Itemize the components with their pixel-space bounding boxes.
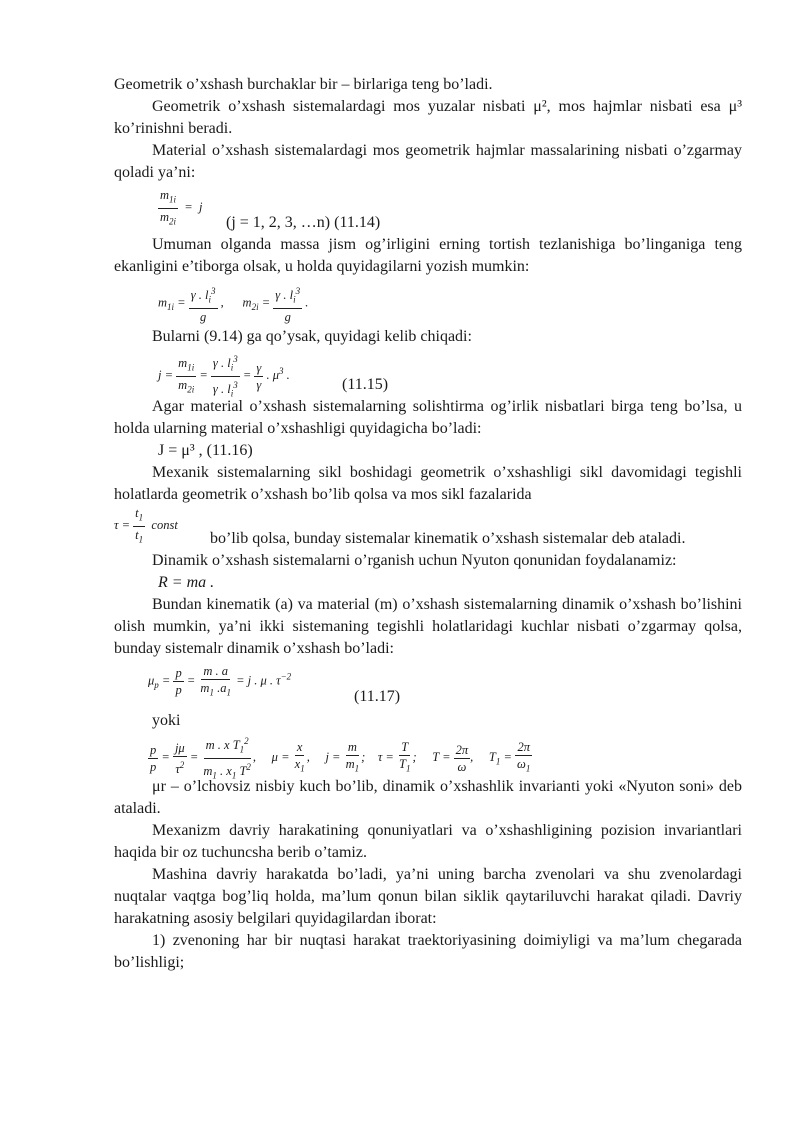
equation-11-14: $\frac{m_{1i}}{m_{2i}}$ = j (j = 1, 2, 3, …n) (11.14) xyxy=(114,184,742,234)
paragraph-newton-number: μr – o’lchovsiz nisbiy kuch bo’lib, dinamik o’xshashlik invarianti yoki «Nyuton soni» deb ataladi. xyxy=(114,778,742,817)
paragraph-mechanical-cycle: Mexanik sistemalarning sikl boshidagi geometrik o’xshashligi sikl davomidagi tegishli holatlarda geometrik o’xshash bo’lib qolsa va mos sikl fazalarida xyxy=(114,464,742,503)
paragraph-geometric-angles: Geometrik o’xshash burchaklar bir – birlariga teng bo’ladi. xyxy=(114,76,493,93)
paragraph-machine-motion: Mashina davriy harakatda bo’ladi, ya’ni uning barcha zvenolari va shu zvenolardagi nuqtalar vaqtga bog’liq holda, ma’lum qonun bilan siklik qaytariluvchi harakat qiladi. Davriy harakatning asosiy belgilari quyidagilardan iborat: xyxy=(114,866,742,927)
paragraph-specific-weight: Agar material o’xshash sistemalarning solishtirma og’irlik nisbatlari birga teng bo’lsa, u holda ularning material o’xshashligi quyidagicha bo’ladi: xyxy=(114,398,742,437)
equation-11-16: J = μ³ , (11.16) xyxy=(158,442,253,459)
paragraph-area-volume-ratio: Geometrik o’xshash sistemalardagi mos yuzalar nisbati μ², mos hajmlar nisbati esa μ³ ko’rinishni beradi. xyxy=(114,98,742,137)
paragraph-periodic-motion: Mexanizm davriy harakatining qonuniyatlari va o’xshashligining pozision invariantlari haqida bir oz tuchuncsha berib o’tamiz. xyxy=(114,822,742,861)
equation-newton-number-row: $\frac{p}{p}$ = $\frac{j\mu}{\tau^2}$ = $\frac{m . x T_1^2}{m_1 . x_1 T^2}$ , μ = $\frac{x}{x_1}$ , j = $\frac{m}{m_1}$ ; τ = $\frac{T}{T_1}$ ; T = $\frac{2\pi}{\omega}$ , $T_1$ = $\frac{2\pi}{\omega_1}$ xyxy=(150,736,531,781)
equation-11-14-label: (j = 1, 2, 3, …n) (11.14) xyxy=(226,214,381,231)
text-yoki: yoki xyxy=(152,712,181,729)
equation-tau-line: τ = $\frac{t_1}{t_1}$ const xyxy=(114,506,178,544)
equation-mass-formulas: $m_{1i}$ = $\frac{\gamma . l_i^3}{g}$ , $m_{2i}$ = $\frac{\gamma . l_i^3}{g}$ . xyxy=(158,286,309,324)
paragraph-kinematic-similarity: bo’lib qolsa, bunday sistemalar kinematik o’xshash sistemalar deb ataladi. xyxy=(210,530,686,547)
document-page xyxy=(114,74,742,974)
paragraph-newton-law: Dinamik o’xshash sistemalarni o’rganish uchun Nyuton qonunidan foydalanamiz: xyxy=(152,552,677,569)
paragraph-list-item-1: 1) zvenoning har bir nuqtasi harakat traektoriyasining doimiyligi va ma’lum chegarada bo’lishligi; xyxy=(114,932,742,971)
paragraph-material-similarity: Material o’xshash sistemalardagi mos geometrik hajmlar massalarining nisbati o’zgarmay qoladi ya’ni: xyxy=(114,142,742,181)
equation-11-17-label: (11.17) xyxy=(354,688,401,705)
equation-11-17: $\mu_p$ = $\frac{p}{p}$ = $\frac{m . a}{m_1 .a_1}$ = j . μ . $\tau^{-2}$ (11.17) xyxy=(114,660,742,710)
equation-newton: R = ma . xyxy=(158,574,215,591)
equation-11-15-label: (11.15) xyxy=(342,376,389,393)
paragraph-dynamic-similarity: Bundan kinematik (a) va material (m) o’xshash sistemalarning dinamik o’xshash bo’lishini olish mumkin, ya’ni ikki sistemaning tegishli holatlaridagi kuchlar nisbati o’zgarmay qolsa, bunday sistemalr dinamik o’xshash bo’ladi: xyxy=(114,596,742,657)
equation-11-15: j = $\frac{m_{1i}}{m_{2i}}$ = $\frac{\gamma . l_i^3}{\gamma . l_i^3}$ = $\frac{\gamma}{\gamma}$ . $\mu^3$ . (11.15) xyxy=(158,354,389,399)
paragraph-substitution: Bularni (9.14) ga qo’ysak, quyidagi kelib chiqadi: xyxy=(152,328,472,345)
paragraph-mass-weight: Umuman olganda massa jism og’irligini erning tortish tezlanishiga bo’linganiga teng ekanligini e’tiborga olsak, u holda quyidagilarni yozish mumkin: xyxy=(114,236,742,275)
